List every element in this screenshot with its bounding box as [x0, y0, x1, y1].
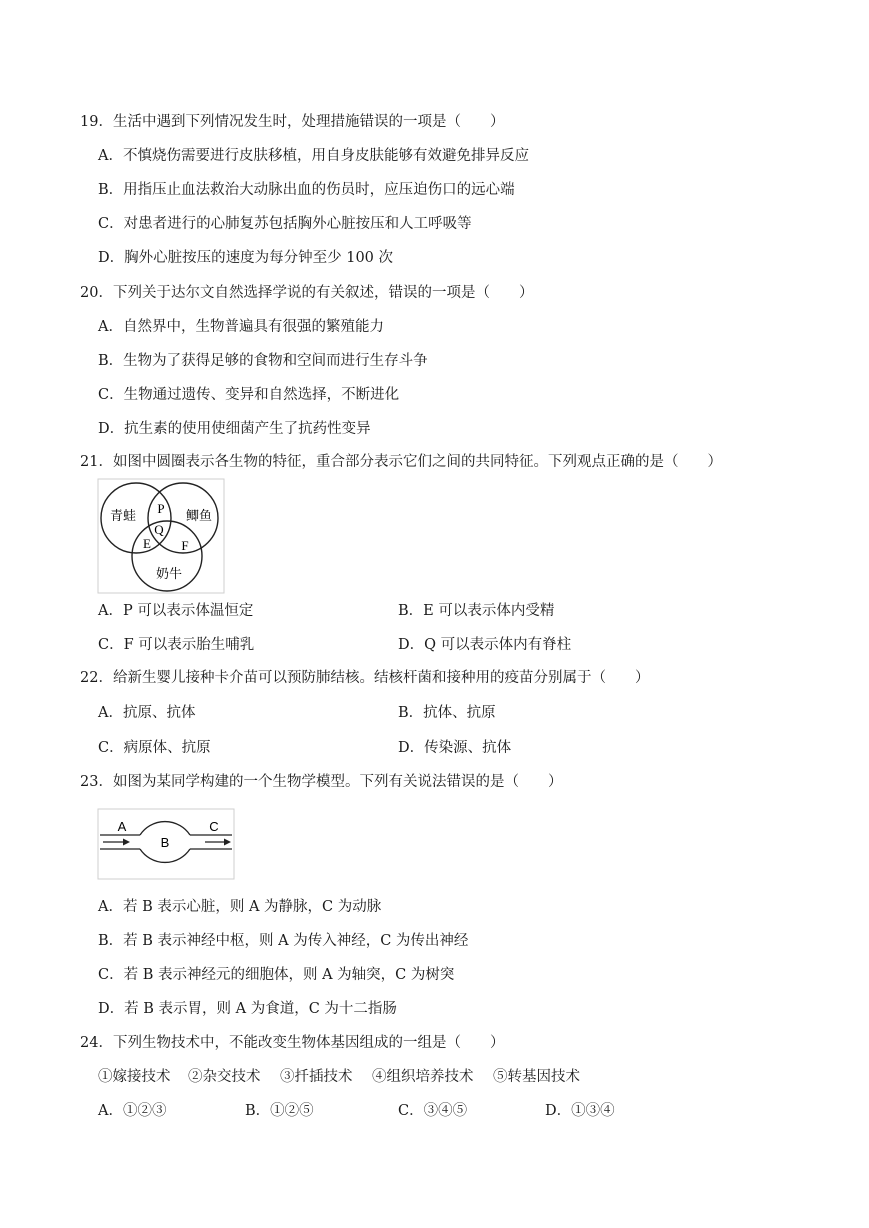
q24-option-c: C．③④⑤ [398, 1103, 468, 1119]
arrow-a-head [123, 839, 130, 846]
q21-option-b: B．E 可以表示体内受精 [398, 603, 555, 619]
q20-option-d: D．抗生素的使用使细菌产生了抗药性变异 [98, 421, 371, 437]
venn-label-frog: 青蛙 [109, 508, 137, 523]
q20-option-b: B．生物为了获得足够的食物和空间而进行生存斗争 [98, 353, 428, 369]
q21-option-c: C．F 可以表示胎生哺乳 [98, 637, 255, 653]
arrow-c-head [224, 839, 231, 846]
q24-item-4: ④组织培养技术 [372, 1069, 474, 1085]
q19-option-a: A．不慎烧伤需要进行皮肤移植，用自身皮肤能够有效避免排异反应 [98, 148, 529, 164]
q23-option-c: C．若 B 表示神经元的细胞体，则 A 为轴突，C 为树突 [98, 967, 455, 983]
venn-label-fish: 鲫鱼 [185, 508, 213, 523]
venn-region-f: F [181, 538, 189, 553]
q19-option-d: D．胸外心脏按压的速度为每分钟至少 100 次 [98, 250, 394, 266]
q20-option-a: A．自然界中，生物普遍具有很强的繁殖能力 [98, 319, 384, 335]
q22-option-d: D．传染源、抗体 [398, 740, 512, 756]
q23-option-b: B．若 B 表示神经中枢，则 A 为传入神经，C 为传出神经 [98, 933, 469, 949]
question-23-stem: 23．如图为某同学构建的一个生物学模型。下列有关说法错误的是（ ） [80, 774, 563, 790]
question-21-stem: 21．如图中圆圈表示各生物的特征，重合部分表示它们之间的共同特征。下列观点正确的是（ ） [80, 454, 722, 470]
q24-item-5: ⑤转基因技术 [493, 1069, 580, 1085]
q24-item-2: ②杂交技术 [188, 1069, 261, 1085]
question-24-stem: 24．下列生物技术中，不能改变生物体基因组成的一组是（ ） [80, 1035, 505, 1051]
model-label-c: C [209, 819, 219, 834]
venn-diagram [97, 478, 225, 594]
q24-option-d: D．①③④ [545, 1103, 615, 1119]
q21-option-a: A．P 可以表示体温恒定 [98, 603, 254, 619]
q22-option-b: B．抗体、抗原 [398, 705, 496, 721]
model-label-b: B [160, 835, 170, 850]
q24-item-3: ③扦插技术 [280, 1069, 353, 1085]
q20-option-c: C．生物通过遗传、变异和自然选择，不断进化 [98, 387, 400, 403]
q23-option-d: D．若 B 表示胃，则 A 为食道，C 为十二指肠 [98, 1001, 397, 1017]
question-22-stem: 22．给新生婴儿接种卡介苗可以预防肺结核。结核杆菌和接种用的疫苗分别属于（ ） [80, 670, 650, 686]
model-label-a: A [117, 819, 127, 834]
q21-option-d: D．Q 可以表示体内有脊柱 [398, 637, 572, 653]
q24-option-b: B．①②⑤ [245, 1103, 314, 1119]
venn-label-cow: 奶牛 [155, 566, 183, 581]
venn-region-p: P [157, 501, 165, 516]
model-diagram [97, 808, 235, 880]
q19-option-b: B．用指压止血法救治大动脉出血的伤员时，应压迫伤口的远心端 [98, 182, 515, 198]
venn-region-e: E [143, 536, 151, 551]
question-20-stem: 20．下列关于达尔文自然选择学说的有关叙述，错误的一项是（ ） [80, 285, 534, 301]
question-19-stem: 19．生活中遇到下列情况发生时，处理措施错误的一项是（ ） [80, 114, 505, 130]
venn-region-q: Q [154, 522, 164, 537]
q22-option-a: A．抗原、抗体 [98, 705, 196, 721]
q19-option-c: C．对患者进行的心肺复苏包括胸外心脏按压和人工呼吸等 [98, 216, 472, 232]
q23-option-a: A．若 B 表示心脏，则 A 为静脉，C 为动脉 [98, 899, 382, 915]
q24-option-a: A．①②③ [98, 1103, 167, 1119]
q24-item-1: ①嫁接技术 [98, 1069, 171, 1085]
q22-option-c: C．病原体、抗原 [98, 740, 211, 756]
